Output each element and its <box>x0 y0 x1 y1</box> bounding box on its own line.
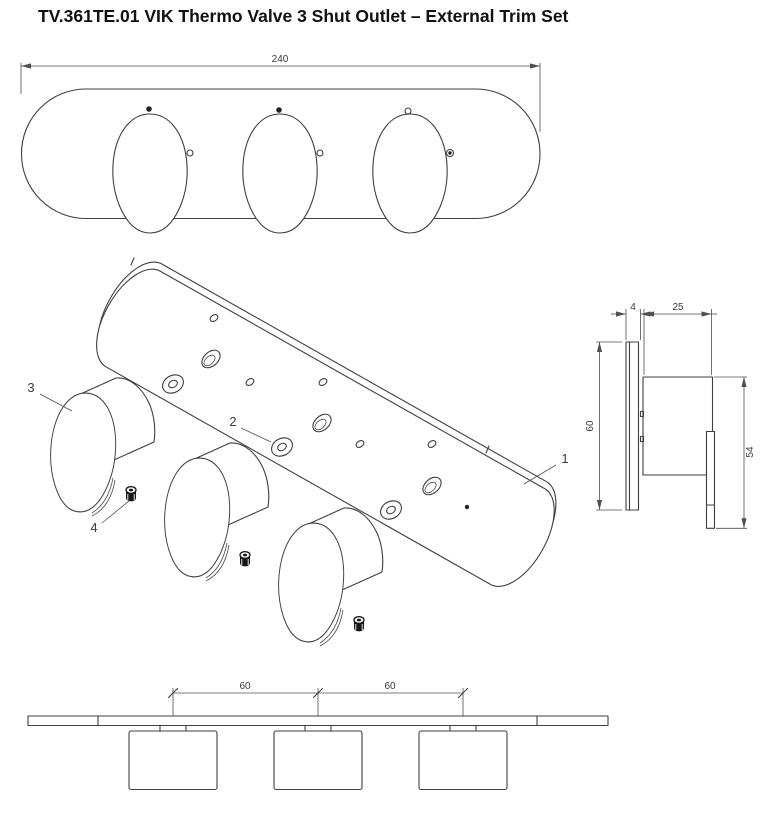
indicator-dot <box>276 107 282 113</box>
part-label-washer: 2 <box>229 414 237 429</box>
handle-blade-side <box>707 432 715 529</box>
leader-line <box>524 465 556 484</box>
dim-spacing-right: 60 <box>384 681 396 692</box>
fixing-screw <box>354 617 364 632</box>
plate-side <box>626 342 639 510</box>
page-title: TV.361TE.01 VIK Thermo Valve 3 Shut Outlet – External Trim Set <box>38 6 569 26</box>
dim-handle-height: 54 <box>745 446 756 458</box>
dim-spacing-left: 60 <box>239 681 251 692</box>
handle-base <box>305 726 331 732</box>
screw-dot <box>465 505 469 509</box>
handle-bottom-3 <box>419 731 507 790</box>
plate-bottom <box>28 716 608 726</box>
handle-iso-3 <box>275 508 383 646</box>
part-label-screw: 4 <box>90 520 98 535</box>
iso-view <box>27 250 572 646</box>
handle-side <box>643 377 713 475</box>
handle-iso-1 <box>47 378 155 516</box>
handle-base <box>450 726 476 732</box>
part-label-plate: 1 <box>561 451 569 466</box>
handle-iso-2 <box>161 443 269 581</box>
handle-base <box>160 726 186 732</box>
fixing-screw <box>240 552 250 567</box>
dim-handle-projection: 25 <box>672 302 684 313</box>
dim-plate-height: 60 <box>585 420 596 432</box>
fixing-screw <box>126 487 136 502</box>
front-view <box>21 54 540 233</box>
handle-bottom-1 <box>129 731 217 790</box>
dim-plate-thickness: 4 <box>630 302 636 313</box>
side-view <box>585 302 756 528</box>
handle-front-3 <box>373 114 447 233</box>
handle-front-1 <box>113 114 187 233</box>
part-label-handle: 3 <box>27 380 35 395</box>
stem-notch <box>641 412 644 417</box>
bottom-view <box>28 681 608 790</box>
indicator-dot <box>146 106 152 112</box>
indicator-dot <box>448 151 451 154</box>
handle-bottom-2 <box>274 731 362 790</box>
stem-notch <box>641 437 644 442</box>
handle-front-2 <box>243 114 317 233</box>
dim-overall-width: 240 <box>271 54 289 65</box>
